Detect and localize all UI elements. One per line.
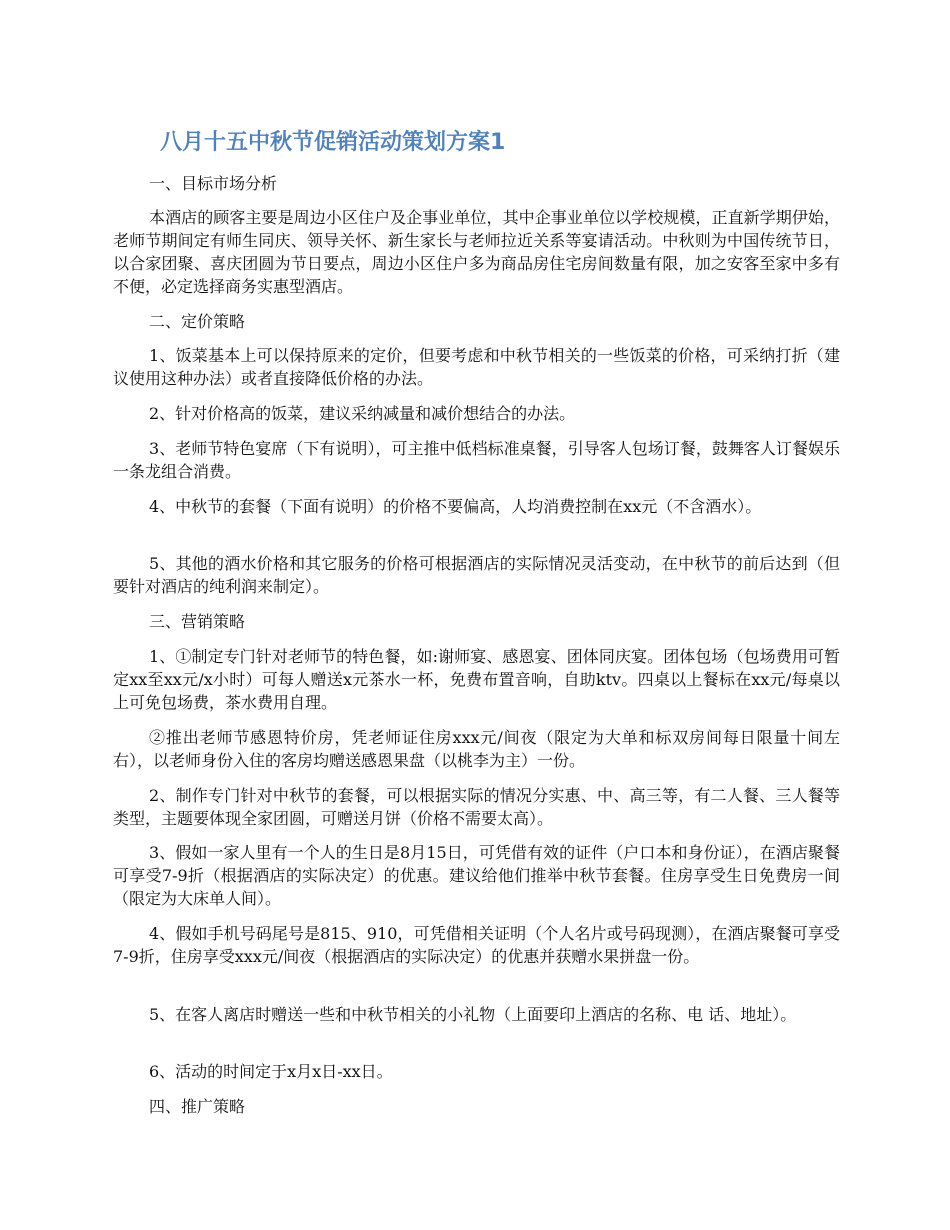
paragraph-marketing-3: 3、假如一家人里有一个人的生日是8月15日，可凭借有效的证件（户口本和身份证），在酒店聚餐可享受7-9折（根据酒店的实际决定）的优惠。建议给他们推举中秋节套餐。住房享受生日免费房一间（限定为大床单人间）。: [113, 843, 840, 908]
paragraph-pricing-5: 5、其他的酒水价格和其它服务的价格可根据酒店的实际情况灵活变动，在中秋节的前后达到（但要针对酒店的纯利润来制定）。: [113, 554, 840, 596]
paragraph-pricing-4: 4、中秋节的套餐（下面有说明）的价格不要偏高，人均消费控制在xx元（不含酒水）。: [149, 497, 762, 516]
paragraph-marketing-1: 1、①制定专门针对老师节的特色餐，如:谢师宴、感恩宴、团体同庆宴。团体包场（包场费用可暂定xx至xx元/x小时）可每人赠送x元茶水一杯，免费布置音响，自助ktv。四桌以上餐标在xx元/每桌以上可免包场费，茶水费用自理。: [113, 647, 840, 712]
paragraph-marketing-2: 2、制作专门针对中秋节的套餐，可以根据实际的情况分实惠、中、高三等，有二人餐、三人餐等类型，主题要体现全家团圆，可赠送月饼（价格不需要太高）。: [113, 786, 840, 828]
paragraph-pricing-3: 3、老师节特色宴席（下有说明），可主推中低档标准桌餐，引导客人包场订餐，鼓舞客人订餐娱乐一条龙组合消费。: [113, 439, 840, 481]
section-heading-promotion: 四、推广策略: [149, 1097, 246, 1116]
paragraph-marketing-5: 5、在客人离店时赠送一些和中秋节相关的小礼物（上面要印上酒店的名称、电 话、地址）。: [149, 1005, 797, 1024]
paragraph-pricing-1: 1、饭菜基本上可以保持原来的定价，但要考虑和中秋节相关的一些饭菜的价格，可采纳打折（建议使用这种办法）或者直接降低价格的办法。: [113, 346, 840, 388]
paragraph-marketing-6: 6、活动的时间定于x月x日-xx日。: [149, 1062, 393, 1081]
paragraph-pricing-2: 2、针对价格高的饭菜，建议采纳减量和减价想结合的办法。: [149, 404, 576, 423]
document-title: 八月十五中秋节促销活动策划方案1: [160, 130, 506, 155]
paragraph-marketing-1b: ②推出老师节感恩特价房，凭老师证住房xxx元/间夜（限定为大单和标双房间每日限量十间左右），以老师身份入住的客房均赠送感恩果盘（以桃李为主）一份。: [113, 728, 840, 770]
section-heading-pricing: 二、定价策略: [149, 312, 246, 331]
section-heading-market: 一、目标市场分析: [149, 174, 278, 193]
paragraph-marketing-4: 4、假如手机号码尾号是815、910，可凭借相关证明（个人名片或号码现测），在酒店聚餐可享受7-9折，住房享受xxx元/间夜（根据酒店的实际决定）的优惠并获赠水果拼盘一份。: [113, 924, 840, 966]
paragraph-market-analysis: 本酒店的顾客主要是周边小区住户及企事业单位，其中企事业单位以学校规模，正直新学期伊始，老师节期间定有师生同庆、领导关怀、新生家长与老师拉近关系等宴请活动。中秋则为中国传统节日，以合家团聚、喜庆团圆为节日要点，周边小区住户多为商品房住宅房间数量有限，加之安客至家中多有不便，必定选择商务实惠型酒店。: [113, 208, 840, 296]
section-heading-marketing: 三、营销策略: [149, 612, 246, 631]
